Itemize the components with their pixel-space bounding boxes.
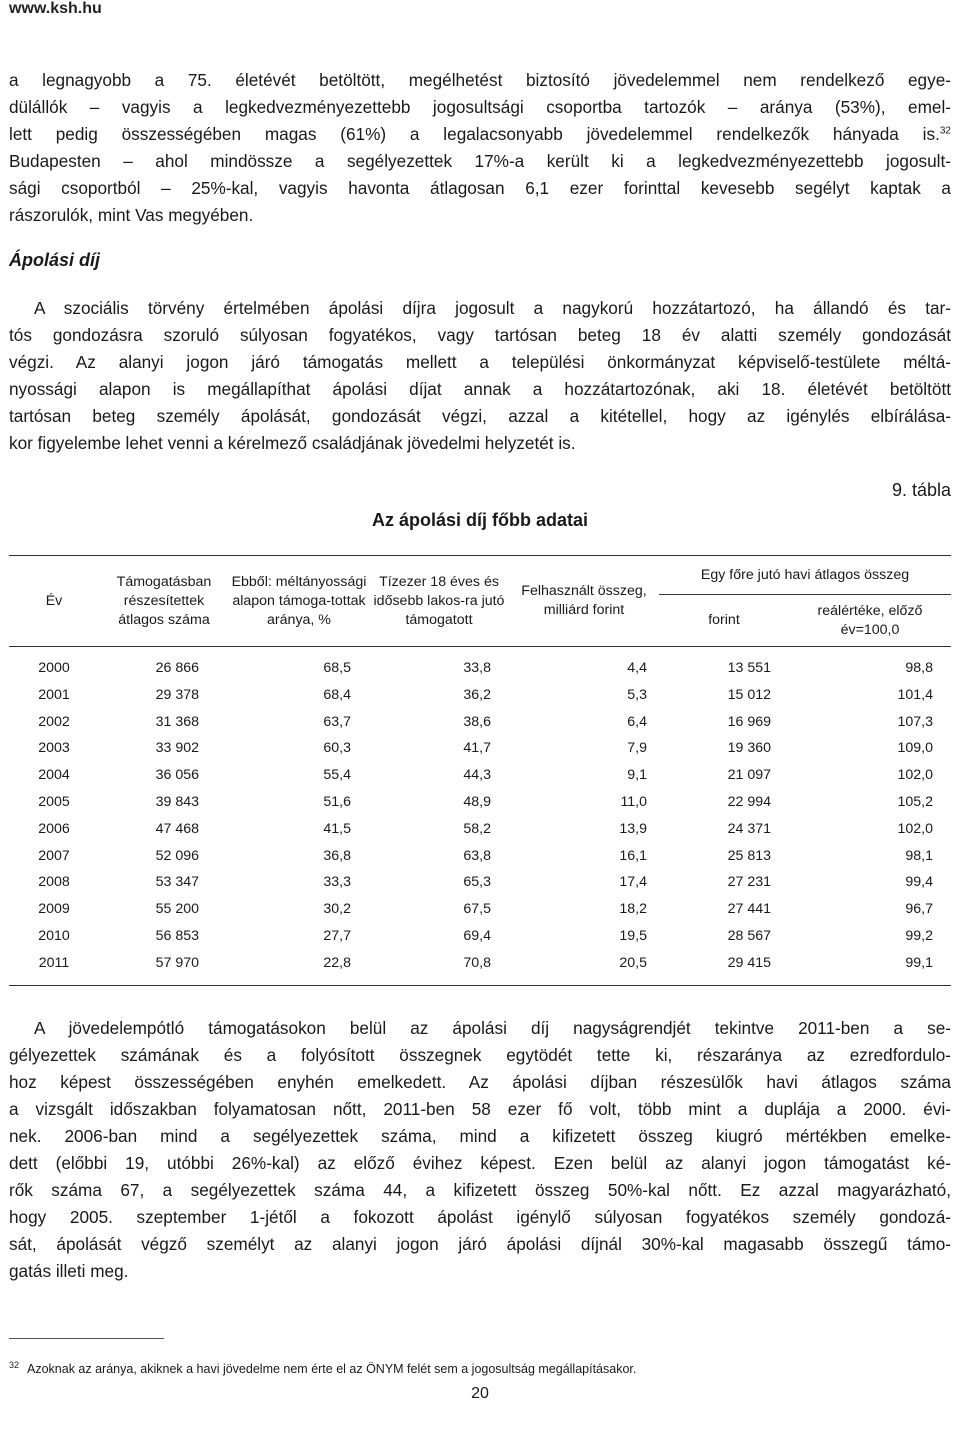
table-cell: 39 843 xyxy=(155,793,199,810)
table-row xyxy=(9,896,951,923)
table-cell: 5,3 xyxy=(627,686,647,703)
text-line xyxy=(9,67,951,94)
table-cell: 58,2 xyxy=(463,820,491,837)
header-real-value: reálértéke, előző év=100,0 xyxy=(789,595,951,647)
table-cell: 68,4 xyxy=(323,686,351,703)
text-line xyxy=(9,202,951,229)
table-row xyxy=(9,843,951,870)
text-line-content: a legnagyobb a 75. életévét betöltött, megélhetést biztosító jövedelemmel nem rendelkező egye- xyxy=(9,70,951,90)
text-line xyxy=(9,1258,951,1285)
table-row xyxy=(9,709,951,736)
table-cell: 44,3 xyxy=(463,767,491,784)
text-line-content: hogy 2005. szeptember 1-jétől a fokozott ápolást igénylő súlyosan fogyatékos személy gondozá- xyxy=(9,1207,951,1227)
table-cell: 48,9 xyxy=(463,793,491,810)
paragraph-analysis xyxy=(9,1015,951,1285)
text-line xyxy=(9,1177,951,1204)
text-line-content: hoz képest összességében enyhén emelkedett. Az ápolási díjban részesülők havi átlagos száma xyxy=(9,1072,951,1092)
table-row xyxy=(9,735,951,762)
footnote-divider xyxy=(9,1338,164,1339)
table-cell: 6,4 xyxy=(627,713,647,730)
footnote-number: 32 xyxy=(9,1360,20,1370)
table-cell: 22,8 xyxy=(229,950,369,985)
cell-year: 2004 xyxy=(38,767,70,784)
table-cell: 13,9 xyxy=(619,820,647,837)
text-line xyxy=(9,175,951,202)
text-line-content: dülállók – vagyis a legkedvezményezettebb jogosultsági csoportba tartozók – aránya (53%), emel- xyxy=(9,97,951,117)
text-line-content: A szociális törvény értelmében ápolási díjra jogosult a nagykorú hozzátartozó, ha állandó és tar- xyxy=(34,298,951,318)
table-cell: 99,1 xyxy=(789,950,951,985)
table-cell: 7,9 xyxy=(627,740,647,757)
table-cell: 70,8 xyxy=(369,950,509,985)
header-monthly-group: Egy főre jutó havi átlagos összeg xyxy=(659,556,951,595)
text-line xyxy=(9,1096,951,1123)
table-cell: 109,0 xyxy=(897,740,933,757)
cell-year: 2011 xyxy=(9,950,99,985)
table-cell: 41,7 xyxy=(463,740,491,757)
table-cell: 98,1 xyxy=(905,847,933,864)
header-year: Év xyxy=(9,556,99,647)
text-line xyxy=(9,121,951,148)
table-cell: 33 902 xyxy=(155,740,199,757)
text-line xyxy=(9,1123,951,1150)
text-line-content: Budapesten – ahol mindössze a segélyezettek 17%-a került ki a legkedvezményezettebb jogosult- xyxy=(9,151,951,171)
table-cell: 21 097 xyxy=(727,767,771,784)
header-spent-amount: Felhasznált összeg, milliárd forint xyxy=(509,556,659,647)
table-row xyxy=(9,923,951,950)
table-cell: 27 441 xyxy=(727,901,771,918)
text-line xyxy=(9,148,951,175)
table-cell: 33,3 xyxy=(323,874,351,891)
text-line-content: kor figyelembe lehet venni a kérelmező családjának jövedelmi helyzetét is. xyxy=(9,433,576,453)
text-line-content: lett pedig összességében magas (61%) a legalacsonyabb jövedelemmel rendelkezők hányada is. xyxy=(9,124,940,144)
table-cell: 102,0 xyxy=(897,767,933,784)
table-cell: 55,4 xyxy=(323,767,351,784)
table-cell: 67,5 xyxy=(463,901,491,918)
nursing-allowance-table xyxy=(9,555,951,986)
table-cell: 27 231 xyxy=(727,874,771,891)
footnote-text: Azoknak az aránya, akiknek a havi jövedelme nem érte el az ÖNYM felét sem a jogosultság megállapításakor. xyxy=(27,1362,637,1377)
table-cell: 22 994 xyxy=(727,793,771,810)
text-line-content: nyossági alapon is megállapíthat ápolási díjat annak a hozzátartozónak, aki 18. életévét betöltött xyxy=(9,379,951,399)
text-line-content: gatás illeti meg. xyxy=(9,1261,129,1281)
table-cell: 63,7 xyxy=(323,713,351,730)
table-cell: 107,3 xyxy=(897,713,933,730)
table-cell: 18,2 xyxy=(619,901,647,918)
table-cell: 26 866 xyxy=(155,660,199,676)
table-cell: 68,5 xyxy=(323,660,351,676)
table-cell: 20,5 xyxy=(509,950,659,985)
table-cell: 29 415 xyxy=(659,950,789,985)
site-url[interactable]: www.ksh.hu xyxy=(9,0,102,17)
text-line-content: tartósan beteg személy ápolását, gondozását végzi, azzal a kitétellel, hogy az igénylés elbírálása- xyxy=(9,406,951,426)
table-cell: 28 567 xyxy=(727,927,771,944)
table-cell: 69,4 xyxy=(463,927,491,944)
table-cell: 29 378 xyxy=(155,686,199,703)
header-equity-share: Ebből: méltányossági alapon támoga-tottak aránya, % xyxy=(229,556,369,647)
table-body xyxy=(9,647,951,986)
text-line xyxy=(9,1069,951,1096)
table-cell: 38,6 xyxy=(463,713,491,730)
table-row xyxy=(9,816,951,843)
paragraph-nursing-allowance xyxy=(9,295,951,457)
data-table-container xyxy=(9,555,951,986)
cell-year: 2007 xyxy=(38,847,70,864)
table-row xyxy=(9,762,951,789)
table-cell: 56 853 xyxy=(155,927,199,944)
cell-year: 2005 xyxy=(38,793,70,810)
table-cell: 99,4 xyxy=(905,874,933,891)
table-row xyxy=(9,869,951,896)
cell-year: 2001 xyxy=(38,686,70,703)
table-cell: 16 969 xyxy=(727,713,771,730)
table-cell: 36 056 xyxy=(155,767,199,784)
text-line-content: sát, ápolását végző személyt az alanyi jogon járó ápolási díjnál 30%-kal magasabb összegű támo- xyxy=(9,1234,951,1254)
text-line xyxy=(9,1150,951,1177)
header-recipients: Támogatásban részesítettek átlagos száma xyxy=(99,556,229,647)
text-line xyxy=(9,322,951,349)
table-row xyxy=(9,647,951,682)
table-cell: 9,1 xyxy=(627,767,647,784)
table-cell: 33,8 xyxy=(463,660,491,676)
text-line-content: tós gondozásra szoruló súlyosan fogyatékos, vagy tartósan beteg 18 év alatti személy gondozását xyxy=(9,325,951,345)
table-cell: 47 468 xyxy=(155,820,199,837)
table-cell: 55 200 xyxy=(155,901,199,918)
table-cell: 19 360 xyxy=(727,740,771,757)
cell-year: 2008 xyxy=(38,874,70,891)
table-cell: 25 813 xyxy=(727,847,771,864)
table-cell: 105,2 xyxy=(897,793,933,810)
table-cell: 27,7 xyxy=(323,927,351,944)
text-line xyxy=(9,403,951,430)
text-line-content: nek. 2006-ban mind a segélyezettek száma, mind a kifizetett összeg kiugró mértékben emelke- xyxy=(9,1126,951,1146)
table-cell: 101,4 xyxy=(897,686,933,703)
text-line-content: a vizsgált időszakban folyamatosan nőtt, 2011-ben 58 ezer fő volt, több mint a duplája a 2000. évi- xyxy=(9,1099,951,1119)
table-cell: 36,8 xyxy=(323,847,351,864)
text-line-content: rászorulók, mint Vas megyében. xyxy=(9,205,254,225)
table-cell: 96,7 xyxy=(905,901,933,918)
table-cell: 41,5 xyxy=(323,820,351,837)
page-number: 20 xyxy=(471,1385,489,1402)
table-row xyxy=(9,950,951,985)
table-cell: 13 551 xyxy=(727,660,771,676)
footnote-ref[interactable]: 32 xyxy=(939,125,951,137)
text-line xyxy=(9,295,951,322)
text-line xyxy=(9,430,951,457)
table-cell: 4,4 xyxy=(627,660,647,676)
text-line-content: dett (előbbi 19, utóbbi 26%-kal) az előző évihez képest. Ezen belül az alanyi jogon támogatást ké- xyxy=(9,1153,951,1173)
table-cell: 63,8 xyxy=(463,847,491,864)
section-heading: Ápolási díj xyxy=(9,250,101,270)
text-line-content: A jövedelempótló támogatásokon belül az ápolási díj nagyságrendjét tekintve 2011-ben a se- xyxy=(34,1018,951,1038)
table-row xyxy=(9,682,951,709)
text-line xyxy=(9,1042,951,1069)
cell-year: 2009 xyxy=(38,901,70,918)
table-cell: 51,6 xyxy=(323,793,351,810)
text-line-content: rők száma 67, a segélyezettek száma 44, a kifizetett összeg 50%-kal nőtt. Ez azzal magyarázható, xyxy=(9,1180,951,1200)
text-line-content: gélyezettek számának és a folyósított összegnek egytödét tette ki, részaránya az ezredfordulo- xyxy=(9,1045,951,1065)
table-cell: 52 096 xyxy=(155,847,199,864)
table-cell: 15 012 xyxy=(727,686,771,703)
table-cell: 19,5 xyxy=(619,927,647,944)
cell-year: 2002 xyxy=(38,713,70,730)
table-cell: 30,2 xyxy=(323,901,351,918)
table-cell: 36,2 xyxy=(463,686,491,703)
table-row xyxy=(9,789,951,816)
paragraph-intro xyxy=(9,67,951,229)
header-forint: forint xyxy=(659,595,789,647)
table-cell: 102,0 xyxy=(897,820,933,837)
table-cell: 24 371 xyxy=(727,820,771,837)
table-cell: 17,4 xyxy=(619,874,647,891)
cell-year: 2006 xyxy=(38,820,70,837)
table-cell: 60,3 xyxy=(323,740,351,757)
footnote xyxy=(9,1360,636,1376)
table-cell: 57 970 xyxy=(99,950,229,985)
text-line xyxy=(9,1231,951,1258)
cell-year: 2010 xyxy=(38,927,70,944)
cell-year: 2000 xyxy=(38,660,70,676)
text-line xyxy=(9,94,951,121)
text-line xyxy=(9,376,951,403)
table-title: Az ápolási díj főbb adatai xyxy=(371,510,589,530)
text-line-content: végzi. Az alanyi jogon járó támogatás mellett a települési önkormányzat képviselő-testülete méltá- xyxy=(9,352,951,372)
table-cell: 16,1 xyxy=(619,847,647,864)
cell-year: 2003 xyxy=(38,740,70,757)
text-line xyxy=(9,1204,951,1231)
table-cell: 53 347 xyxy=(155,874,199,891)
table-cell: 31 368 xyxy=(155,713,199,730)
text-line-content: sági csoportból – 25%-kal, vagyis havonta átlagosan 6,1 ezer forinttal kevesebb segélyt kaptak a xyxy=(9,178,951,198)
text-line xyxy=(9,1015,951,1042)
table-cell: 65,3 xyxy=(463,874,491,891)
table-cell: 98,8 xyxy=(905,660,933,676)
table-number: 9. tábla xyxy=(891,480,951,500)
table-cell: 99,2 xyxy=(905,927,933,944)
header-per-ten-thousand: Tízezer 18 éves és idősebb lakos-ra jutó támogatott xyxy=(369,556,509,647)
table-cell: 11,0 xyxy=(620,793,647,810)
text-line xyxy=(9,349,951,376)
